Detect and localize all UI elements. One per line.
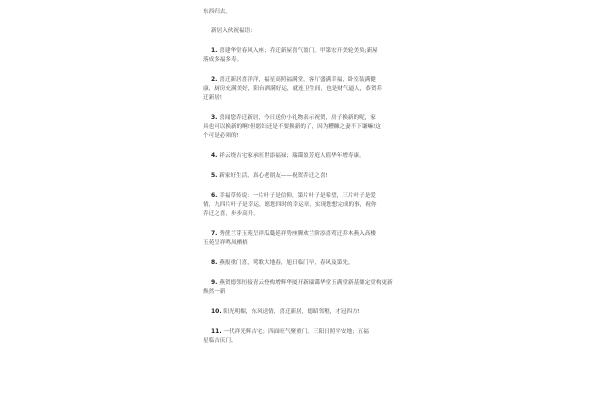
item-text: 喜建华堂春风入座；乔迁新屋喜气盈门。甲第宏开美轮美奂;新屋 (219, 48, 378, 54)
item-text: 阳光明媚，东风送情，喜迁新居，德昭邻壑，才冠四方! (223, 309, 360, 315)
item-number: 11. (211, 328, 222, 335)
item-text: 焕然一新 (203, 289, 226, 295)
blessing-item-3 (203, 113, 403, 141)
blessing-item-10 (203, 307, 403, 317)
blessing-item-5 (203, 171, 403, 181)
item-text: 幸福草传说：一片叶子是信仰，第片叶子是希望，三片叶子是爱 (219, 193, 376, 199)
item-number: 1. (211, 47, 218, 54)
item-text: 乔迁之喜，步步高升。 (203, 211, 259, 217)
item-text: 一代祥光辉吉宅；四面旺气聚重门。三阳日照平安地；五福 (223, 329, 369, 335)
item-text: 喜闻您乔迁新居，今日送份小礼物表示祝贺，房子换新的呢，家 (219, 115, 376, 121)
item-number: 7. (211, 230, 218, 237)
blessing-item-7 (203, 229, 403, 248)
blessing-item-2 (203, 75, 403, 103)
item-number: 6. (211, 192, 218, 199)
item-number: 10. (211, 308, 222, 315)
blessing-item-4 (203, 151, 403, 161)
blessing-item-9 (203, 278, 403, 297)
item-number: 4. (211, 152, 218, 159)
item-text: 个可是必须的! (203, 133, 239, 139)
item-text: 具也可以换新的啊!但愿妇还是不要换新的了，因为糟糠之妻不下谦嘛!这 (203, 124, 381, 130)
item-text: 玉苑呈祥鸣凤栖梧 (203, 240, 248, 246)
blessing-item-8 (203, 258, 403, 268)
item-text: 情，九四片叶子是幸运，愿您四时的幸运章，实现您想完成的事，祝你 (203, 202, 377, 208)
item-text: 星临吉庆门。 (203, 338, 237, 344)
item-text: 康，厨房充满美好，阳台洒满好运，就连卫生间，也是财气逼人，恭贺乔 (203, 86, 383, 92)
item-number: 9. (211, 279, 218, 286)
item-text: 祥云绕吉宅家承旺世添福禄；瑞霭盈芳庭人值华年增寿康。 (219, 153, 365, 159)
item-text: 秀蔗兰芽玉苑呈祥瓜瓞延祥势座腾欢兰阶添喜莺迁乔木燕入高楼 (219, 231, 376, 237)
blessing-item-6 (203, 191, 403, 219)
item-number: 2. (211, 76, 218, 83)
blessing-item-1 (203, 46, 403, 65)
item-number: 8. (211, 259, 218, 266)
section-heading: 新居入伙祝福语： (211, 28, 256, 34)
item-text: 喜迁新居喜洋洋，福星高照福满堂，客厅盛满幸福，卧室装满健 (219, 77, 376, 83)
item-text: 落成多福多寿。 (203, 57, 243, 63)
item-number: 5. (211, 172, 218, 179)
item-text: 迁新居! (203, 95, 223, 101)
blessing-item-11 (203, 327, 403, 346)
item-number: 3. (211, 114, 218, 121)
item-text: 新家好生活，真心老朋友——祝贺乔迁之喜! (219, 173, 328, 179)
lead-text: 东西归去。 (203, 9, 231, 15)
item-text: 燕贺德邻恒接青云登构增辉华厦开新瑞霭华堂玉满堂新基鼎定堂构更新 (219, 280, 393, 286)
document-body (203, 8, 403, 356)
item-text: 燕报重门喜，莺歌大地春，旭日临门早，春风及第先。 (219, 260, 354, 266)
